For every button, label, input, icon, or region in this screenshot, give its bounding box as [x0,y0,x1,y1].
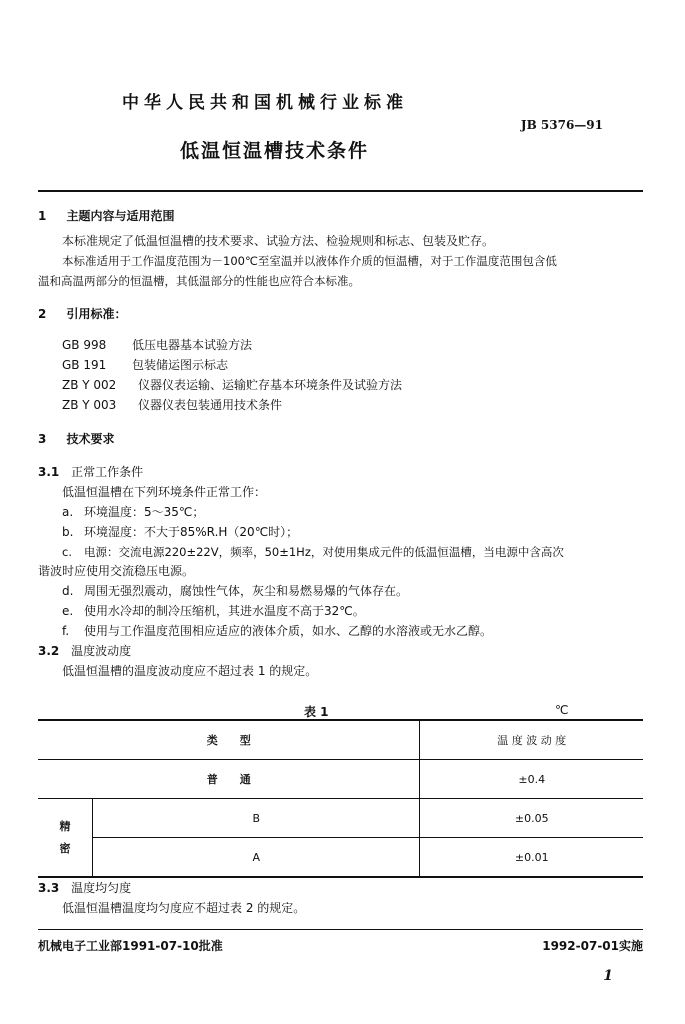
condition-label: d. [62,584,74,598]
table-row [38,760,643,799]
condition-item [62,602,365,621]
reference-code: ZB Y 002 [62,378,117,392]
reference-item [62,376,402,395]
effective-date: 1992-07-01实施 [542,939,643,953]
section-3-3-text: 低温恒温槽温度均匀度应不超过表 2 的规定。 [62,901,306,915]
condition-label: b. [62,525,74,539]
table-row [38,799,643,838]
condition-item-continued [38,562,194,581]
condition-item [62,622,492,641]
reference-code: GB 191 [62,358,107,372]
condition-text: 使用水冷却的制冷压缩机，其进水温度不高于32℃。 [84,604,365,618]
reference-name: 仪器仪表运输、运输贮存基本环境条件及试验方法 [138,378,403,392]
section-2-number: 2 [38,307,47,321]
condition-text: 谐波时应使用交流稳压电源。 [38,564,195,578]
condition-label: e. [62,604,74,618]
section-1-heading [38,207,175,224]
condition-label: f. [62,624,70,638]
reference-name: 低压电器基本试验方法 [132,338,253,352]
reference-item [62,336,252,355]
reference-item [62,396,282,415]
page-number: 1 [603,968,613,984]
section-2-title: 引用标准： [66,307,127,321]
section-1-title: 主题内容与适用范围 [66,209,175,223]
section-1-paragraph-1: 本标准规定了低温恒温槽的技术要求、试验方法、检验规则和标志、包装及贮存。 [62,234,495,248]
condition-item [62,543,564,562]
section-1-number: 1 [38,209,47,223]
section-1-paragraph-2b: 温和高温两部分的恒温槽，其低温部分的性能也应符合本标准。 [38,274,360,288]
section-3-3-number: 3.3 [38,881,60,895]
reference-name: 仪器仪表包装通用技术条件 [138,398,283,412]
reference-code: GB 998 [62,338,107,352]
row-value-normal: ±0.4 [518,772,546,786]
row-group-precision: 精 密 [38,799,93,878]
table-1 [38,719,643,878]
approval-date: 机械电子工业部1991-07-10批准 [38,939,223,953]
condition-text: 周围无强烈震动，腐蚀性气体，灰尘和易燃易爆的气体存在。 [84,584,409,598]
section-1-paragraph-2a: 本标准适用于工作温度范围为－100℃至室温并以液体作介质的恒温槽，对于工作温度范围包含低 [62,254,557,268]
header-rule [38,190,643,192]
section-3-3-heading [38,879,131,898]
row-value: ±0.01 [514,850,549,864]
standard-org-title: 中华人民共和国机械行业标准 [122,93,408,113]
section-3-2-number: 3.2 [38,644,60,658]
section-2-heading [38,305,127,322]
table-header-row [38,720,643,760]
section-3-2-text: 低温恒温槽的温度波动度应不超过表 1 的规定。 [62,664,318,678]
section-3-1-title: 正常工作条件 [71,465,144,479]
section-3-heading [38,430,115,447]
condition-text: 环境温度：5～35℃； [84,505,205,519]
header-fluctuation: 温 度 波 动 度 [497,734,567,747]
row-grade: B [93,799,420,838]
section-3-1-heading [38,463,143,482]
reference-code: ZB Y 003 [62,398,117,412]
condition-label: c. [62,545,72,559]
section-3-2-heading [38,642,131,661]
row-value: ±0.05 [514,811,549,825]
row-grade: A [93,838,420,878]
condition-text: 电源：交流电源220±22V，频率，50±1Hz，对使用集成元件的低温恒温槽，当电源中含高次 [84,545,564,559]
condition-item [62,582,408,601]
section-3-1-number: 3.1 [38,465,60,479]
row-type-normal: 普 通 [38,760,420,799]
table-1-caption: 表 1 [304,705,329,719]
table-1-unit: ℃ [555,703,569,717]
condition-text: 使用与工作温度范围相应适应的液体介质，如水、乙醇的水溶液或无水乙醇。 [84,624,493,638]
condition-item [62,503,204,522]
standard-code: JB 5376—91 [520,118,603,132]
condition-label: a. [62,505,74,519]
section-3-number: 3 [38,432,47,446]
section-3-2-title: 温度波动度 [71,644,132,658]
footer-rule [38,929,643,930]
table-row [38,838,643,878]
condition-text: 环境湿度：不大于85%R.H（20℃时）； [84,525,299,539]
reference-item [62,356,228,375]
condition-item [62,523,298,542]
document-title: 低温恒温槽技术条件 [180,140,370,162]
header-type: 类 型 [38,720,420,760]
section-3-3-title: 温度均匀度 [71,881,132,895]
section-3-title: 技术要求 [66,432,115,446]
reference-name: 包装储运图示标志 [132,358,229,372]
conditions-intro: 低温恒温槽在下列环境条件正常工作： [62,485,267,499]
